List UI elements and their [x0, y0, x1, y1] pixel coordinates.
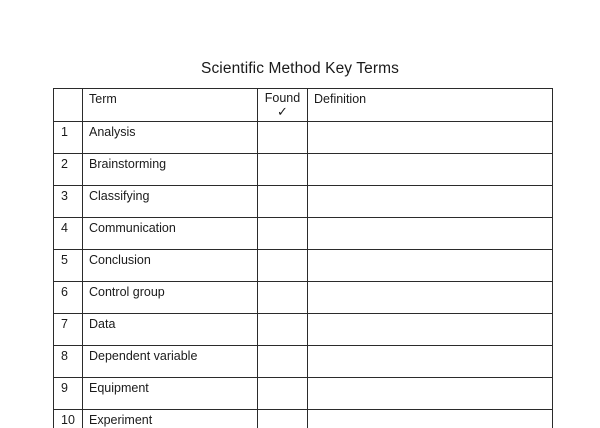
term-text: Brainstorming — [89, 157, 167, 171]
term-cell — [83, 346, 258, 378]
definition-cell[interactable] — [308, 378, 553, 410]
row-number-cell — [54, 218, 83, 250]
row-number: 2 — [61, 157, 68, 171]
definition-cell[interactable] — [308, 186, 553, 218]
table-row — [54, 154, 553, 186]
term-cell — [83, 218, 258, 250]
table-row — [54, 218, 553, 250]
term-column-header: Term — [83, 89, 258, 122]
key-terms-table — [53, 88, 553, 428]
definition-cell[interactable] — [308, 154, 553, 186]
term-text: Conclusion — [89, 253, 151, 267]
table-header-row — [54, 89, 553, 122]
found-checkbox-cell[interactable] — [258, 314, 308, 346]
row-number-cell — [54, 186, 83, 218]
table-row — [54, 378, 553, 410]
row-number: 1 — [61, 125, 68, 139]
term-text: Classifying — [89, 189, 150, 203]
found-header-label: Found — [264, 91, 301, 105]
found-checkbox-cell[interactable] — [258, 218, 308, 250]
term-cell — [83, 154, 258, 186]
term-text: Control group — [89, 285, 165, 299]
row-number: 6 — [61, 285, 68, 299]
term-cell — [83, 282, 258, 314]
term-cell — [83, 186, 258, 218]
table-row — [54, 314, 553, 346]
found-checkbox-cell[interactable] — [258, 378, 308, 410]
row-number: 5 — [61, 253, 68, 267]
row-number-cell — [54, 410, 83, 428]
definition-text — [308, 186, 552, 189]
row-number: 4 — [61, 221, 68, 235]
found-checkbox-cell[interactable] — [258, 346, 308, 378]
found-checkbox-cell[interactable] — [258, 186, 308, 218]
row-number-cell — [54, 282, 83, 314]
found-checkbox-cell[interactable] — [258, 282, 308, 314]
term-text: Equipment — [89, 381, 149, 395]
found-checkbox-cell[interactable] — [258, 122, 308, 154]
row-number-cell — [54, 122, 83, 154]
definition-text — [308, 154, 552, 157]
row-number-cell — [54, 154, 83, 186]
definition-text — [308, 218, 552, 221]
row-number: 8 — [61, 349, 68, 363]
table-row — [54, 346, 553, 378]
definition-text — [308, 410, 552, 413]
row-number: 7 — [61, 317, 68, 331]
term-cell — [83, 378, 258, 410]
term-cell — [83, 314, 258, 346]
term-text: Communication — [89, 221, 176, 235]
term-cell — [83, 410, 258, 428]
definition-text — [308, 378, 552, 381]
term-text: Dependent variable — [89, 349, 198, 363]
found-checkbox-cell[interactable] — [258, 250, 308, 282]
definition-cell[interactable] — [308, 314, 553, 346]
row-number-cell — [54, 314, 83, 346]
definition-text — [308, 250, 552, 253]
term-cell — [83, 122, 258, 154]
term-cell — [83, 250, 258, 282]
definition-text — [308, 314, 552, 317]
definition-cell[interactable] — [308, 346, 553, 378]
definition-cell[interactable] — [308, 282, 553, 314]
found-column-header — [258, 89, 308, 122]
table-row — [54, 410, 553, 428]
row-number-cell — [54, 378, 83, 410]
table-row — [54, 186, 553, 218]
definition-cell[interactable] — [308, 122, 553, 154]
table-row — [54, 250, 553, 282]
table-row — [54, 122, 553, 154]
term-text: Analysis — [89, 125, 136, 139]
page-title: Scientific Method Key Terms — [201, 60, 399, 77]
row-number: 3 — [61, 189, 68, 203]
definition-cell[interactable] — [308, 218, 553, 250]
definition-cell[interactable] — [308, 410, 553, 428]
term-text: Data — [89, 317, 116, 331]
definition-text — [308, 346, 552, 349]
row-number: 10 — [61, 413, 75, 427]
number-column-header — [54, 89, 83, 122]
checkmark-icon: ✓ — [277, 105, 288, 120]
term-text: Experiment — [89, 413, 153, 427]
found-checkbox-cell[interactable] — [258, 410, 308, 428]
row-number-cell — [54, 250, 83, 282]
found-checkbox-cell[interactable] — [258, 154, 308, 186]
definition-cell[interactable] — [308, 250, 553, 282]
definition-text — [308, 122, 552, 125]
definition-column-header: Definition — [308, 89, 553, 122]
table-row — [54, 282, 553, 314]
row-number: 9 — [61, 381, 68, 395]
row-number-cell — [54, 346, 83, 378]
definition-text — [308, 282, 552, 285]
